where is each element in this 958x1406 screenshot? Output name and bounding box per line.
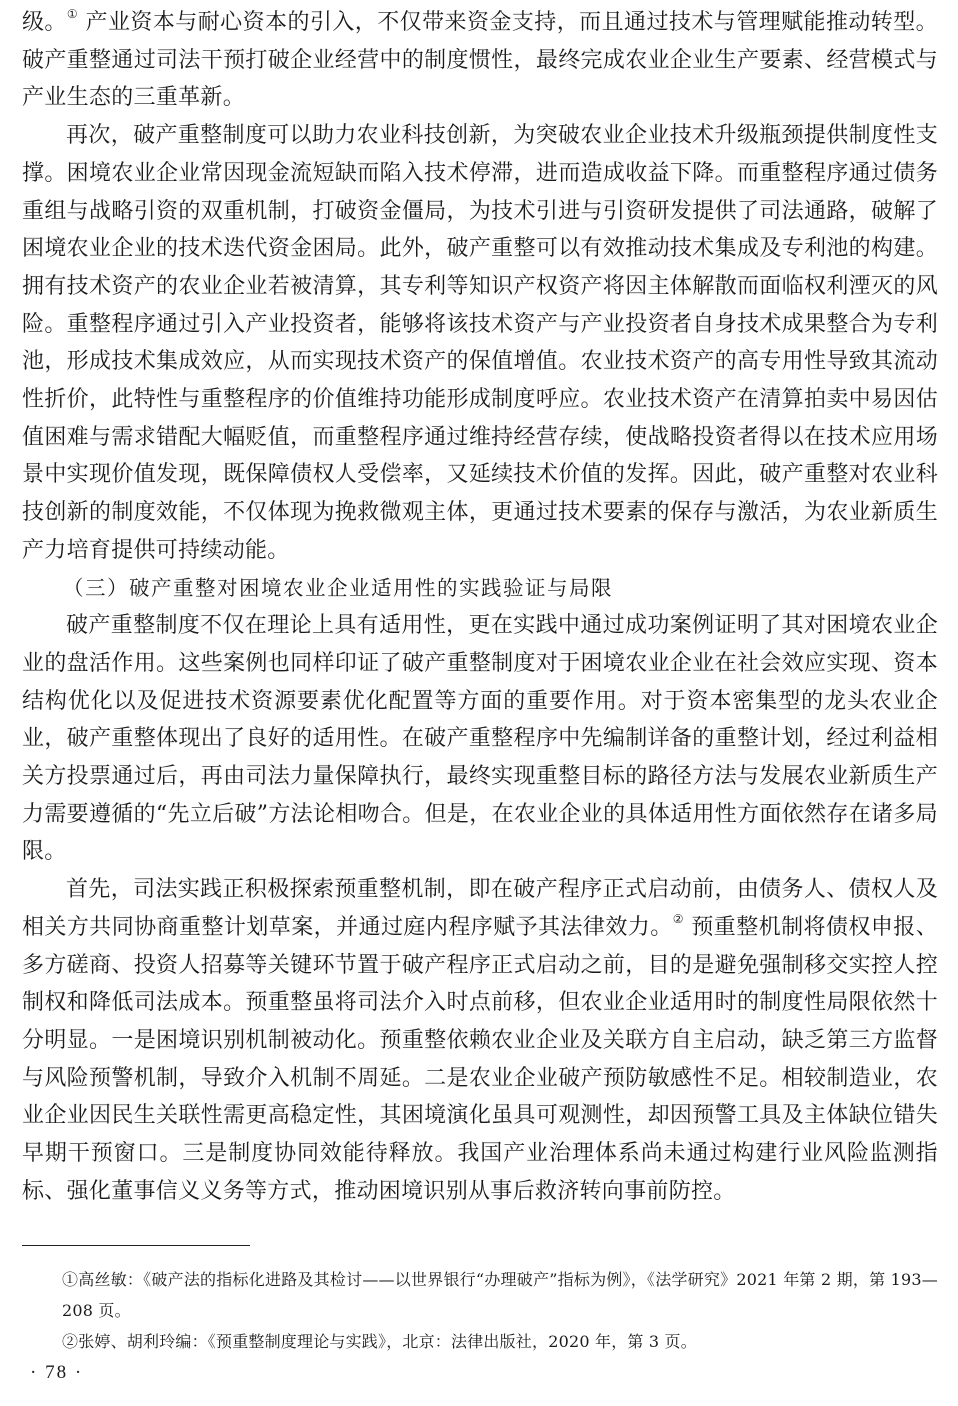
footnote-2 bbox=[22, 1326, 938, 1357]
continued-rest: 产业资本与耐心资本的引入，不仅带来资金支持，而且通过技术与管理赋能推动转型。破产重整通过司法干预打破企业经营中的制度惯性，最终完成农业企业生产要素、经营模式与产业生态的三重革新。 bbox=[22, 10, 938, 111]
paragraph-tech-innovation: 再次，破产重整制度可以助力农业科技创新，为突破农业企业技术升级瓶颈提供制度性支撑。困境农业企业常因现金流短缺而陷入技术停滞，进而造成收益下降。而重整程序通过债务重组与战略引资的双重机制，打破资金僵局，为技术引进与引资研发提供了司法通路，破解了困境农业企业的技术迭代资金困局。此外，破产重整可以有效推动技术集成及专利池的构建。拥有技术资产的农业企业若被清算，其专利等知识产权资产将因主体解散而面临权利湮灭的风险。重整程序通过引入产业投资者，能够将该技术资产与产业投资者自身技术成果整合为专利池，形成技术集成效应，从而实现技术资产的保值增值。农业技术资产的高专用性导致其流动性折价，此特性与重整程序的价值维持功能形成制度呼应。农业技术资产在清算拍卖中易因估值困难与需求错配大幅贬值，而重整程序通过维持经营存续，使战略投资者得以在技术应用场景中实现价值发现，既保障债权人受偿率，又延续技术价值的发挥。因此，破产重整对农业科技创新的制度效能，不仅体现为挽救微观主体，更通过技术要素的保存与激活，为农业新质生产力培育提供可持续动能。 bbox=[22, 123, 938, 563]
footnote-1-mark: ① bbox=[62, 1270, 79, 1289]
body-text bbox=[22, 0, 938, 1211]
footnote-2-text: 张婷、胡利玲编：《预重整制度理论与实践》，北京：法律出版社，2020 年，第 3 页。 bbox=[78, 1332, 697, 1351]
footnotes bbox=[22, 1264, 938, 1357]
continued-lead: 级。 bbox=[22, 10, 67, 35]
page-number: · 78 · bbox=[30, 1362, 84, 1383]
prereorg-after-note: 预重整机制将债权申报、多方磋商、投资人招募等关键环节置于破产程序正式启动之前，目的是避免强制移交实控人控制权和降低司法成本。预重整虽将司法介入时点前移，但农业企业适用时的制度性局限依然十分明显。一是困境识别机制被动化。预重整依赖农业企业及关联方自主启动，缺乏第三方监督与风险预警机制，导致介入机制不周延。二是农业企业破产预防敏感性不足。相较制造业，农业企业因民生关联性需更高稳定性，其困境演化虽具可观测性，却因预警工具及主体缺位错失早期干预窗口。三是制度协同效能待释放。我国产业治理体系尚未通过构建行业风险监测指标、强化董事信义义务等方式，推动困境识别从事后救济转向事前防控。 bbox=[22, 914, 938, 1204]
footnote-ref-2[interactable]: ② bbox=[672, 912, 684, 927]
section-heading: （三）破产重整对困境农业企业适用性的实践验证与局限 bbox=[63, 575, 613, 600]
footnote-divider bbox=[22, 1245, 250, 1246]
footnote-1-text: 高丝敏：《破产法的指标化进路及其检讨——以世界银行“办理破产”指标为例》，《法学研究》2021 年第 2 期，第 193—208 页。 bbox=[62, 1270, 939, 1320]
continued-paragraph bbox=[22, 4, 938, 117]
footnote-ref-1[interactable]: ① bbox=[66, 7, 79, 22]
paragraph-practice: 破产重整制度不仅在理论上具有适用性，更在实践中通过成功案例证明了其对困境农业企业的盘活作用。这些案例也同样印证了破产重整制度对于困境农业企业在社会效应实现、资本结构优化以及促进技术资源要素优化配置等方面的重要作用。对于资本密集型的龙头农业企业，破产重整体现出了良好的适用性。在破产重整程序中先编制详备的重整计划，经过利益相关方投票通过后，再由司法力量保障执行，最终实现重整目标的路径方法与发展农业新质生产力需要遵循的“先立后破”方法论相吻合。但是，在农业企业的具体适用性方面依然存在诸多局限。 bbox=[22, 613, 938, 865]
paragraph-pre-reorganization bbox=[22, 871, 938, 1210]
prereorg-before-note: 首先，司法实践正积极探索预重整机制，即在破产程序正式启动前，由债务人、债权人及相关方共同协商重整计划草案，并通过庭内程序赋予其法律效力。 bbox=[22, 877, 938, 940]
footnote-1 bbox=[22, 1264, 938, 1326]
footnote-2-mark: ② bbox=[62, 1332, 79, 1351]
